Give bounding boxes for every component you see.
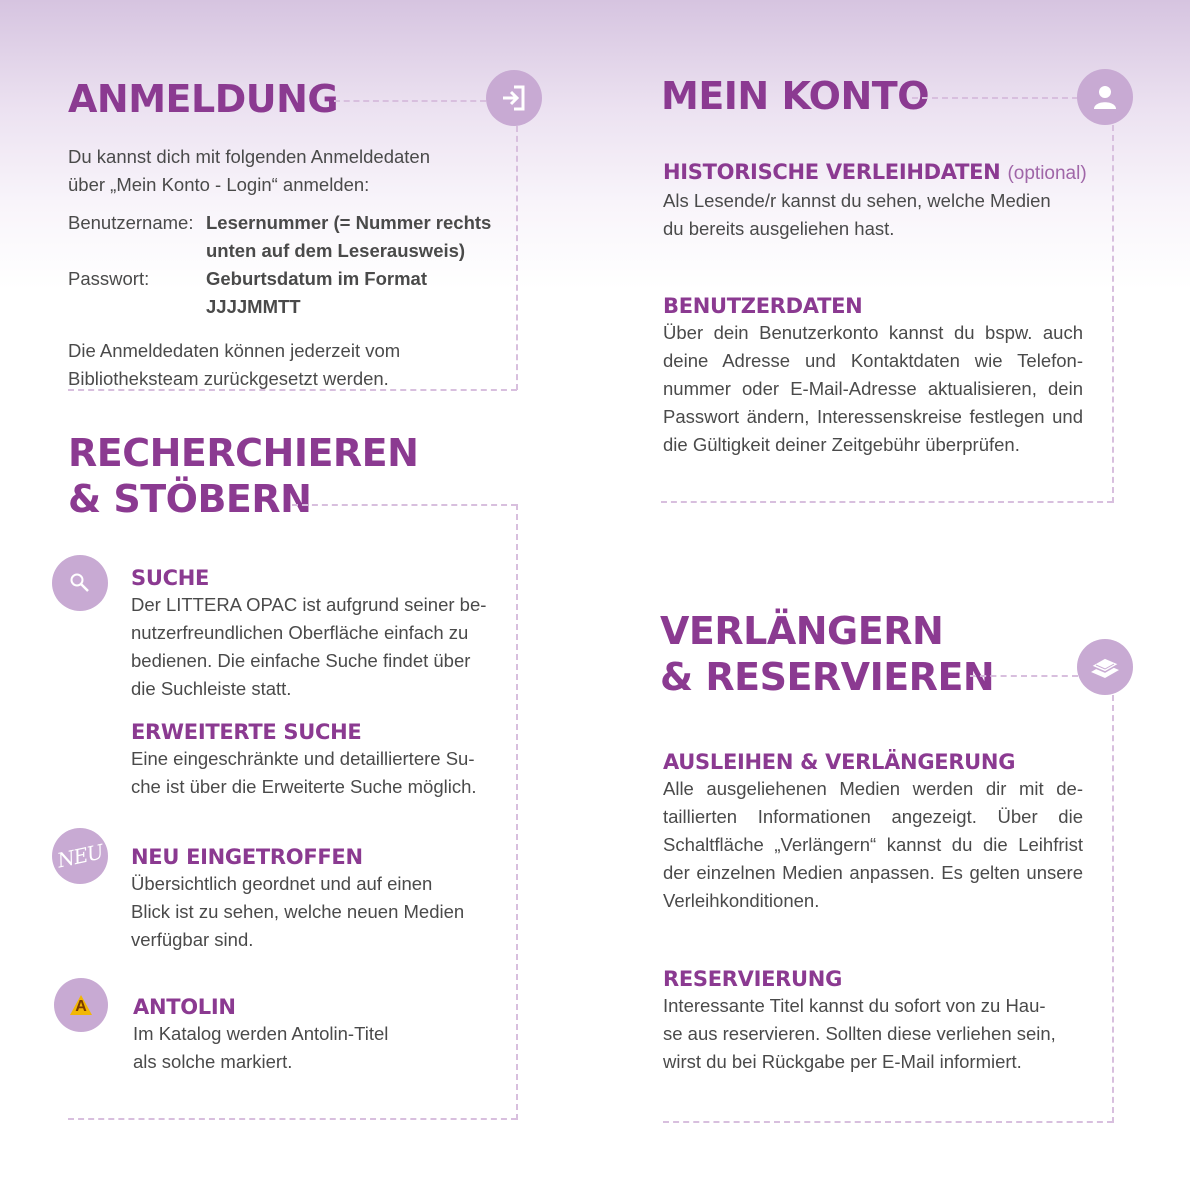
text-line: Blick ist zu sehen, welche neuen Medien	[131, 901, 465, 922]
ausleihen-block	[663, 749, 1083, 915]
text-line: Alle ausgeliehenen Medien werden dir mit de-	[663, 778, 1083, 799]
antolin-title: ANTOLIN	[133, 995, 236, 1019]
historie-title	[663, 159, 1087, 187]
text-line: taillierten Informationen angezeigt. Über die	[663, 806, 1083, 827]
username-value: unten auf dem Leserausweis)	[206, 240, 466, 261]
reservierung-title: RESERVIERUNG	[663, 967, 843, 991]
benutzerdaten-block	[663, 293, 1083, 459]
divider	[663, 1121, 1113, 1123]
books-icon	[1077, 639, 1133, 695]
historie-block	[663, 159, 1087, 243]
erweitert-title: ERWEITERTE SUCHE	[131, 720, 362, 744]
divider	[334, 100, 486, 102]
text-line: deine Adresse und Kontaktdaten wie Telefon-	[663, 350, 1083, 371]
suche-title: SUCHE	[131, 566, 210, 590]
recherchieren-title: & STÖBERN	[68, 477, 312, 521]
text-line: die Gültigkeit deiner Zeitgebühr überprüfen.	[663, 434, 1020, 455]
text-line: Interessante Titel kannst du sofort von zu Hau-	[663, 995, 1046, 1016]
text-line: Eine eingeschränkte und detailliertere Su-	[131, 748, 475, 769]
divider	[1112, 125, 1114, 503]
divider	[661, 501, 1113, 503]
credentials	[68, 209, 508, 321]
divider	[516, 504, 518, 1120]
divider	[516, 126, 518, 390]
user-icon	[1077, 69, 1133, 125]
divider	[68, 1118, 517, 1120]
text-line: du bereits ausgeliehen hast.	[663, 218, 895, 239]
new-icon-label: NEU	[55, 839, 105, 873]
text-line: se aus reservieren. Sollten diese verliehen sein,	[663, 1023, 1056, 1044]
text-line: bedienen. Die einfache Suche findet über	[131, 650, 471, 671]
benutzerdaten-title: BENUTZERDATEN	[663, 294, 863, 318]
konto-title: MEIN KONTO	[661, 74, 930, 118]
text-line: der einzelnen Medien anpassen. Es gelten unsere	[663, 862, 1083, 883]
neu-title: NEU EINGETROFFEN	[131, 845, 363, 869]
recherchieren-title: RECHERCHIEREN	[68, 431, 419, 475]
divider	[970, 675, 1078, 677]
verlaengern-title: & RESERVIEREN	[660, 655, 995, 699]
username-value: Lesernummer (= Nummer rechts	[206, 212, 492, 233]
intro-line: Du kannst dich mit folgenden Anmeldedaten	[68, 146, 431, 167]
password-value: Geburtsdatum im Format JJJJMMTT	[206, 268, 427, 317]
text-line: Schaltfläche „Verlängern“ kannst du die Leihfrist	[663, 834, 1083, 855]
text-line: die Suchleiste statt.	[131, 678, 292, 699]
new-icon	[52, 828, 108, 884]
divider	[912, 97, 1078, 99]
text-line: verfügbar sind.	[131, 929, 254, 950]
login-icon	[486, 70, 542, 126]
anmeldung-body	[68, 143, 508, 393]
ausleihen-title: AUSLEIHEN & VERLÄNGERUNG	[663, 750, 1016, 774]
antolin-icon-label: A	[75, 998, 87, 1015]
anmeldung-title: ANMELDUNG	[68, 77, 339, 121]
suche-block	[131, 565, 493, 801]
text-line: nummer oder E-Mail-Adresse aktualisieren, dein	[663, 378, 1083, 399]
text-line: Verleihkonditionen.	[663, 890, 820, 911]
text-line: wirst du bei Rückgabe per E-Mail informiert.	[663, 1051, 1022, 1072]
text-line: Übersichtlich geordnet und auf einen	[131, 873, 433, 894]
reservierung-block	[663, 966, 1083, 1076]
password-label: Passwort:	[68, 268, 150, 289]
divider	[1112, 695, 1114, 1123]
neu-block	[131, 844, 493, 954]
historie-title-text: HISTORISCHE VERLEIHDATEN	[663, 160, 1001, 184]
text-line: Im Katalog werden Antolin-Titel	[133, 1023, 389, 1044]
antolin-block	[133, 994, 493, 1076]
antolin-icon	[54, 978, 108, 1032]
text-line: Über dein Benutzerkonto kannst du bspw. auch	[663, 322, 1083, 343]
divider	[292, 504, 517, 506]
text-line: als solche markiert.	[133, 1051, 293, 1072]
text-line: nutzerfreundlichen Oberfläche einfach zu	[131, 622, 469, 643]
text-line: che ist über die Erweiterte Suche möglich.	[131, 776, 477, 797]
optional-label: (optional)	[1007, 163, 1087, 184]
reset-line: Die Anmeldedaten können jederzeit vom	[68, 340, 401, 361]
reset-line: Bibliotheksteam zurückgesetzt werden.	[68, 368, 389, 389]
username-label: Benutzername:	[68, 212, 194, 233]
text-line: Der LITTERA OPAC ist aufgrund seiner be-	[131, 594, 487, 615]
text-line: Als Lesende/r kannst du sehen, welche Medien	[663, 190, 1051, 211]
search-icon	[52, 555, 108, 611]
verlaengern-title: VERLÄNGERN	[660, 609, 944, 653]
intro-line: über „Mein Konto - Login“ anmelden:	[68, 174, 370, 195]
text-line: Passwort ändern, Interessenskreise festlegen und	[663, 406, 1083, 427]
